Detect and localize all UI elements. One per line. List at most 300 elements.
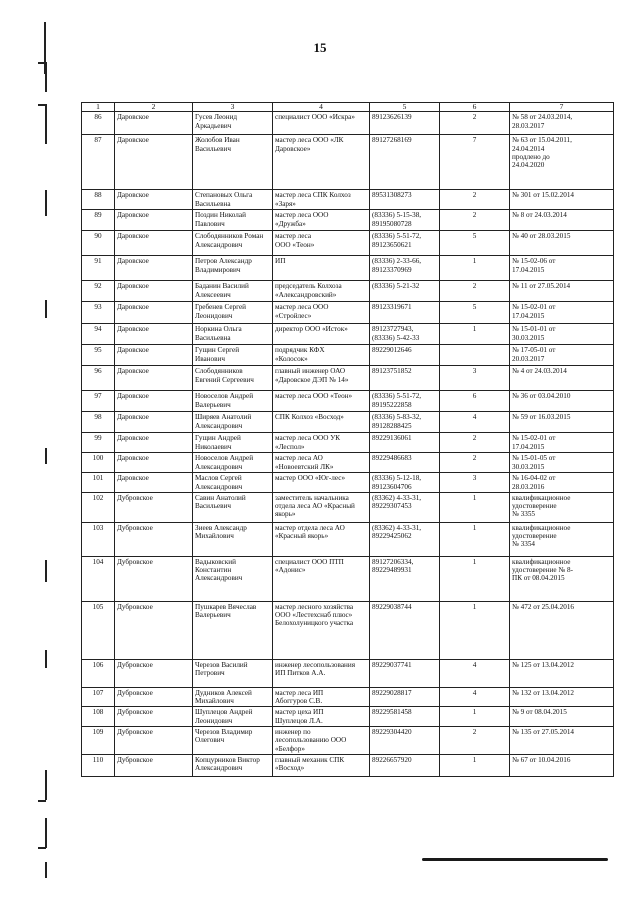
table-row <box>82 256 614 281</box>
table-row <box>82 473 614 493</box>
row-number: 108 <box>82 707 115 727</box>
name-cell-line: Дудников Алексей <box>195 688 252 697</box>
row-number: 109 <box>82 727 115 755</box>
phone-cell <box>370 231 440 256</box>
phone-cell-line: (83336) 5-12-18, <box>372 474 422 483</box>
position-cell <box>273 302 370 324</box>
table-row <box>82 345 614 366</box>
district-cell: Даровское <box>115 302 193 324</box>
district-cell: Даровское <box>115 412 193 433</box>
document-cell-line: № 36 от 03.04.2010 <box>512 392 571 401</box>
count-cell: 3 <box>440 366 510 391</box>
count-cell: 2 <box>440 727 510 755</box>
name-cell-line: Александрович <box>195 764 243 773</box>
name-cell <box>193 366 273 391</box>
phone-cell-line: 89123727943, <box>372 325 414 334</box>
position-cell-line: инженер лесопользования <box>275 660 356 669</box>
document-cell-line: № 15-01-05 от <box>512 454 556 463</box>
document-cell <box>510 473 614 493</box>
phone-cell-line: (83336) 5-83-32, <box>372 413 422 422</box>
document-cell-line: № 15-01-01 от <box>512 325 556 334</box>
table-row <box>82 190 614 210</box>
phone-cell-line: (83336) 5-21-32 <box>372 282 420 291</box>
phone-cell <box>370 412 440 433</box>
count-cell <box>440 345 510 366</box>
name-cell <box>193 601 273 659</box>
row-number: 95 <box>82 345 115 366</box>
name-cell-line: Владимирович <box>195 265 241 274</box>
row-number: 89 <box>82 210 115 231</box>
name-cell-line: Норкина Ольга <box>195 325 242 334</box>
table-row <box>82 391 614 412</box>
district-cell: Дубровское <box>115 687 193 707</box>
phone-cell-line: 89127206334, <box>372 557 414 566</box>
position-cell-line: ООО «Лестехснаб плюс» <box>275 611 353 620</box>
phone-cell-line: 89123319671 <box>372 303 412 312</box>
district-cell: Дубровское <box>115 659 193 687</box>
document-cell-line: удостоверение <box>512 532 557 541</box>
position-cell-line: мастер леса ООО <box>275 211 329 220</box>
document-cell-line: № 125 от 13.04.2012 <box>512 660 575 669</box>
position-cell-line: «Восход» <box>275 764 305 773</box>
document-cell-line: № 132 от 13.04.2012 <box>512 688 575 697</box>
row-number: 101 <box>82 473 115 493</box>
column-number: 5 <box>370 103 440 112</box>
document-cell <box>510 210 614 231</box>
table-row <box>82 281 614 302</box>
position-cell <box>273 366 370 391</box>
name-cell-line: Баданин Василий <box>195 282 249 291</box>
document-cell-line: 20.03.2017 <box>512 354 545 363</box>
name-cell-line: Шуплецов Андрей <box>195 708 253 717</box>
table-row <box>82 324 614 345</box>
count-cell: 2 <box>440 112 510 135</box>
phone-cell <box>370 281 440 302</box>
phone-cell <box>370 324 440 345</box>
position-cell-line: Шуплецов Л.А. <box>275 716 323 725</box>
document-cell-line: 30.03.2015 <box>512 462 545 471</box>
phone-cell <box>370 556 440 601</box>
position-cell-line: СПК Колхоз «Восход» <box>275 413 344 422</box>
phone-cell-line: (83336) 2-33-66, <box>372 257 422 266</box>
name-cell-line: Аркадьевич <box>195 121 232 130</box>
position-cell <box>273 210 370 231</box>
position-cell-line: главный инженер ОАО <box>275 367 346 376</box>
phone-cell-line: 89226657920 <box>372 755 412 764</box>
document-cell <box>510 366 614 391</box>
name-cell-line: Александрович <box>195 240 243 249</box>
table-row <box>82 433 614 453</box>
document-cell-line: 30.03.2015 <box>512 333 545 342</box>
position-cell <box>273 433 370 453</box>
document-cell <box>510 190 614 210</box>
count-cell: 1 <box>440 492 510 522</box>
bottom-rule <box>422 858 608 861</box>
district-cell: Даровское <box>115 135 193 190</box>
name-cell <box>193 707 273 727</box>
phone-cell-line: 89123751852 <box>372 367 412 376</box>
name-cell-line: Петров Александр <box>195 257 252 266</box>
count-cell: 1 <box>440 324 510 345</box>
position-cell <box>273 345 370 366</box>
district-cell: Даровское <box>115 256 193 281</box>
document-cell <box>510 601 614 659</box>
position-cell-line: мастер ООО «Юг-лес» <box>275 474 346 483</box>
name-cell-line: Александрович <box>195 462 243 471</box>
document-cell-line: квалификационное <box>512 493 571 502</box>
document-cell <box>510 324 614 345</box>
document-cell <box>510 522 614 556</box>
phone-cell <box>370 302 440 324</box>
table-row <box>82 659 614 687</box>
position-cell <box>273 687 370 707</box>
count-cell: 1 <box>440 707 510 727</box>
phone-cell-line: 89229486683 <box>372 454 412 463</box>
row-number: 105 <box>82 601 115 659</box>
position-cell-line: мастер леса <box>275 232 312 241</box>
column-number: 3 <box>193 103 273 112</box>
district-cell: Даровское <box>115 473 193 493</box>
document-cell-line: удостоверение <box>512 502 557 511</box>
district-cell: Даровское <box>115 391 193 412</box>
phone-cell-line: 89195080728 <box>372 219 412 228</box>
phone-cell-line: 89229037741 <box>372 660 412 669</box>
phone-cell-line: (83336) 5-42-33 <box>372 333 420 342</box>
document-cell <box>510 433 614 453</box>
document-cell <box>510 659 614 687</box>
document-cell-line: 28.03.2017 <box>512 121 545 130</box>
name-cell-line: Алексеевич <box>195 290 231 299</box>
district-cell: Даровское <box>115 433 193 453</box>
phone-cell-line: (83336) 5-51-72, <box>372 392 422 401</box>
count-cell: 1 <box>440 601 510 659</box>
name-cell-line: Александрович <box>195 574 243 583</box>
document-cell <box>510 302 614 324</box>
phone-cell <box>370 210 440 231</box>
name-cell-line: Слободянников <box>195 367 243 376</box>
position-cell-line: подрядчик КФХ <box>275 346 325 355</box>
table-row <box>82 112 614 135</box>
table-row <box>82 556 614 601</box>
document-cell <box>510 556 614 601</box>
position-cell-line: инженер по <box>275 728 311 737</box>
name-cell-line: Жолобов Иван <box>195 136 240 145</box>
document-cell-line: 24.04.2020 <box>512 161 545 170</box>
position-cell <box>273 707 370 727</box>
name-cell <box>193 231 273 256</box>
register-table <box>81 102 614 777</box>
name-cell-line: Валерьевич <box>195 611 231 620</box>
row-number: 106 <box>82 659 115 687</box>
name-cell-line: Леонидович <box>195 716 233 725</box>
table-row <box>82 754 614 776</box>
phone-cell <box>370 659 440 687</box>
count-cell: 2 <box>440 453 510 473</box>
document-cell <box>510 453 614 473</box>
row-number: 97 <box>82 391 115 412</box>
document-cell-line: продлено до <box>512 152 550 161</box>
table-row <box>82 687 614 707</box>
district-cell: Даровское <box>115 366 193 391</box>
document-cell-line: ПК от 08.04.2015 <box>512 574 565 583</box>
position-cell-line: главный механик СПК <box>275 755 345 764</box>
district-cell: Дубровское <box>115 707 193 727</box>
phone-cell-line: (83362) 4-33-31, <box>372 523 422 532</box>
phone-cell-line: 89229028817 <box>372 688 412 697</box>
document-cell-line: № 63 от 15.04.2011, <box>512 136 572 145</box>
district-cell: Даровское <box>115 112 193 135</box>
document-cell-line: № 135 от 27.05.2014 <box>512 728 575 737</box>
name-cell-line: Александрович <box>195 482 243 491</box>
count-cell: 1 <box>440 256 510 281</box>
phone-cell <box>370 754 440 776</box>
row-number: 88 <box>82 190 115 210</box>
name-cell-line: Васильевна <box>195 333 231 342</box>
table-row <box>82 601 614 659</box>
phone-cell-line: (83336) 5-15-38, <box>372 211 422 220</box>
count-cell: 1 <box>440 556 510 601</box>
position-cell-line: «Колосок» <box>275 354 308 363</box>
position-cell <box>273 473 370 493</box>
phone-cell <box>370 727 440 755</box>
position-cell-line: директор ООО «Исток» <box>275 325 348 334</box>
document-cell <box>510 754 614 776</box>
document-cell-line: 28.03.2016 <box>512 482 545 491</box>
phone-cell <box>370 453 440 473</box>
position-cell-line: специалист ООО «Искра» <box>275 113 355 122</box>
position-cell-line: «Стройлес» <box>275 311 312 320</box>
document-cell-line: квалификационное <box>512 557 571 566</box>
name-cell-line: Черезов Владимир <box>195 728 253 737</box>
document-cell <box>510 492 614 522</box>
position-cell-line: якорь» <box>275 510 296 519</box>
table-row <box>82 727 614 755</box>
column-number: 1 <box>82 103 115 112</box>
column-number: 7 <box>510 103 614 112</box>
phone-cell-line: 89123370969 <box>372 265 412 274</box>
position-cell-line: мастер леса ИП <box>275 688 324 697</box>
document-cell <box>510 707 614 727</box>
name-cell-line: Леонидович <box>195 311 233 320</box>
position-cell-line: мастер леса ООО «ЛК <box>275 136 344 145</box>
position-cell-line: «Новоевтский ЛК» <box>275 462 334 471</box>
position-cell <box>273 231 370 256</box>
district-cell: Дубровское <box>115 601 193 659</box>
phone-cell-line: 89229038744 <box>372 602 412 611</box>
district-cell: Даровское <box>115 190 193 210</box>
position-cell <box>273 601 370 659</box>
column-number-row <box>82 103 614 112</box>
name-cell <box>193 324 273 345</box>
document-cell-line: 17.04.2015 <box>512 265 545 274</box>
position-cell-line: «Белфор» <box>275 744 305 753</box>
position-cell-line: «Красный якорь» <box>275 532 329 541</box>
name-cell <box>193 492 273 522</box>
position-cell <box>273 659 370 687</box>
phone-cell <box>370 473 440 493</box>
row-number: 102 <box>82 492 115 522</box>
table-row <box>82 135 614 190</box>
count-cell: 5 <box>440 231 510 256</box>
phone-cell <box>370 492 440 522</box>
count-cell: 2 <box>440 433 510 453</box>
name-cell-line: Ширяев Анатолий <box>195 413 252 422</box>
position-cell-line: ИП <box>275 257 286 266</box>
name-cell-line: Васильевич <box>195 144 231 153</box>
phone-cell-line: 89229489931 <box>372 566 412 575</box>
position-cell-line: специалист ООО ПТП <box>275 557 344 566</box>
row-number: 87 <box>82 135 115 190</box>
row-number: 94 <box>82 324 115 345</box>
name-cell-line: Васильевич <box>195 502 231 511</box>
name-cell <box>193 391 273 412</box>
document-cell-line: № 3355 <box>512 510 536 519</box>
table-row <box>82 210 614 231</box>
name-cell-line: Слободянников Роман <box>195 232 264 241</box>
name-cell-line: Гребенев Сергей <box>195 303 247 312</box>
document-cell-line: № 301 от 15.02.2014 <box>512 191 575 200</box>
count-cell: 2 <box>440 190 510 210</box>
count-cell: 1 <box>440 754 510 776</box>
document-cell-line: № 67 от 10.04.2016 <box>512 755 571 764</box>
name-cell <box>193 345 273 366</box>
phone-cell <box>370 366 440 391</box>
phone-cell-line: 89123604706 <box>372 482 412 491</box>
name-cell-line: Вадыковский <box>195 557 236 566</box>
count-cell: 7 <box>440 135 510 190</box>
table-row <box>82 231 614 256</box>
district-cell: Даровское <box>115 345 193 366</box>
row-number: 99 <box>82 433 115 453</box>
name-cell-line: Зиеев Александр <box>195 523 247 532</box>
table-row <box>82 302 614 324</box>
position-cell-line: ООО «Теон» <box>275 240 315 249</box>
phone-cell-line: 89229136061 <box>372 434 412 443</box>
table-row <box>82 492 614 522</box>
position-cell <box>273 453 370 473</box>
position-cell-line: «Дружба» <box>275 219 306 228</box>
position-cell <box>273 281 370 302</box>
name-cell-line: Пушкарев Вячеслав <box>195 602 257 611</box>
name-cell-line: Константин <box>195 566 232 575</box>
position-cell <box>273 190 370 210</box>
name-cell <box>193 135 273 190</box>
count-cell: 2 <box>440 210 510 231</box>
document-cell-line: № 4 от 24.03.2014 <box>512 367 567 376</box>
row-number: 92 <box>82 281 115 302</box>
position-cell-line: Абоггуров С.В. <box>275 697 323 706</box>
district-cell: Дубровское <box>115 492 193 522</box>
phone-cell-line: 89229304420 <box>372 728 412 737</box>
phone-cell-line: 89123626139 <box>372 113 412 122</box>
phone-cell-line: 89123650621 <box>372 240 412 249</box>
table-row <box>82 453 614 473</box>
name-cell-line: Новоселов Андрей <box>195 392 254 401</box>
phone-cell-line: 89229307453 <box>372 502 412 511</box>
count-cell: 3 <box>440 473 510 493</box>
position-cell-line: «Заря» <box>275 199 296 208</box>
position-cell-line: мастер цеха ИП <box>275 708 324 717</box>
position-cell <box>273 412 370 433</box>
row-number: 93 <box>82 302 115 324</box>
position-cell-line: Белохолуницкого участка <box>275 619 354 628</box>
document-cell <box>510 281 614 302</box>
document-cell <box>510 345 614 366</box>
row-number: 103 <box>82 522 115 556</box>
name-cell <box>193 281 273 302</box>
column-number: 2 <box>115 103 193 112</box>
document-cell-line: № 40 от 28.03.2015 <box>512 232 571 241</box>
name-cell-line: Евгений Сергеевич <box>195 375 254 384</box>
position-cell-line: лесопользованию ООО <box>275 736 347 745</box>
row-number: 100 <box>82 453 115 473</box>
phone-cell <box>370 256 440 281</box>
row-number: 86 <box>82 112 115 135</box>
document-cell <box>510 112 614 135</box>
document-cell-line: № 15-02-01 от <box>512 434 556 443</box>
row-number: 104 <box>82 556 115 601</box>
position-cell <box>273 727 370 755</box>
position-cell-line: «Адонис» <box>275 566 306 575</box>
district-cell: Даровское <box>115 453 193 473</box>
document-cell-line: № 59 от 16.03.2015 <box>512 413 571 422</box>
name-cell <box>193 556 273 601</box>
name-cell-line: Копцурников Виктор <box>195 755 260 764</box>
position-cell-line: мастер лесного хозяйства <box>275 602 354 611</box>
district-cell: Даровское <box>115 324 193 345</box>
position-cell-line: мастер отдела леса АО <box>275 523 345 532</box>
count-cell: 6 <box>440 391 510 412</box>
name-cell-line: Маслов Сергей <box>195 474 242 483</box>
row-number: 90 <box>82 231 115 256</box>
name-cell <box>193 473 273 493</box>
position-cell-line: мастер леса ООО УК «Леспол» <box>275 434 341 451</box>
name-cell-line: Гусев Леонид <box>195 113 238 122</box>
phone-cell <box>370 345 440 366</box>
count-cell: 4 <box>440 687 510 707</box>
count-cell: 5 <box>440 302 510 324</box>
position-cell-line: мастер леса ООО «Теон» <box>275 392 353 401</box>
name-cell <box>193 687 273 707</box>
document-cell-line: 24.04.2014 <box>512 144 545 153</box>
row-number: 96 <box>82 366 115 391</box>
name-cell-line: Олегович <box>195 736 225 745</box>
name-cell-line: Михайлович <box>195 697 234 706</box>
table-row <box>82 412 614 433</box>
phone-cell-line: 89127268169 <box>372 136 412 145</box>
position-cell-line: «Александровский» <box>275 290 337 299</box>
table-row <box>82 366 614 391</box>
district-cell: Даровское <box>115 231 193 256</box>
row-number: 91 <box>82 256 115 281</box>
count-cell: 4 <box>440 412 510 433</box>
position-cell <box>273 556 370 601</box>
district-cell: Дубровское <box>115 754 193 776</box>
phone-cell <box>370 687 440 707</box>
row-number: 107 <box>82 687 115 707</box>
name-cell <box>193 112 273 135</box>
name-cell-line: Павлович <box>195 219 225 228</box>
name-cell-line: Черезов Василий <box>195 660 248 669</box>
phone-cell <box>370 601 440 659</box>
margin-marks <box>36 0 50 905</box>
document-cell-line: № 11 от 27.05.2014 <box>512 282 571 291</box>
name-cell-line: Александрович <box>195 421 243 430</box>
name-cell-line: Гущин Андрей <box>195 434 241 443</box>
position-cell-line: ИП Питков А.А. <box>275 669 326 678</box>
position-cell <box>273 112 370 135</box>
phone-cell <box>370 190 440 210</box>
